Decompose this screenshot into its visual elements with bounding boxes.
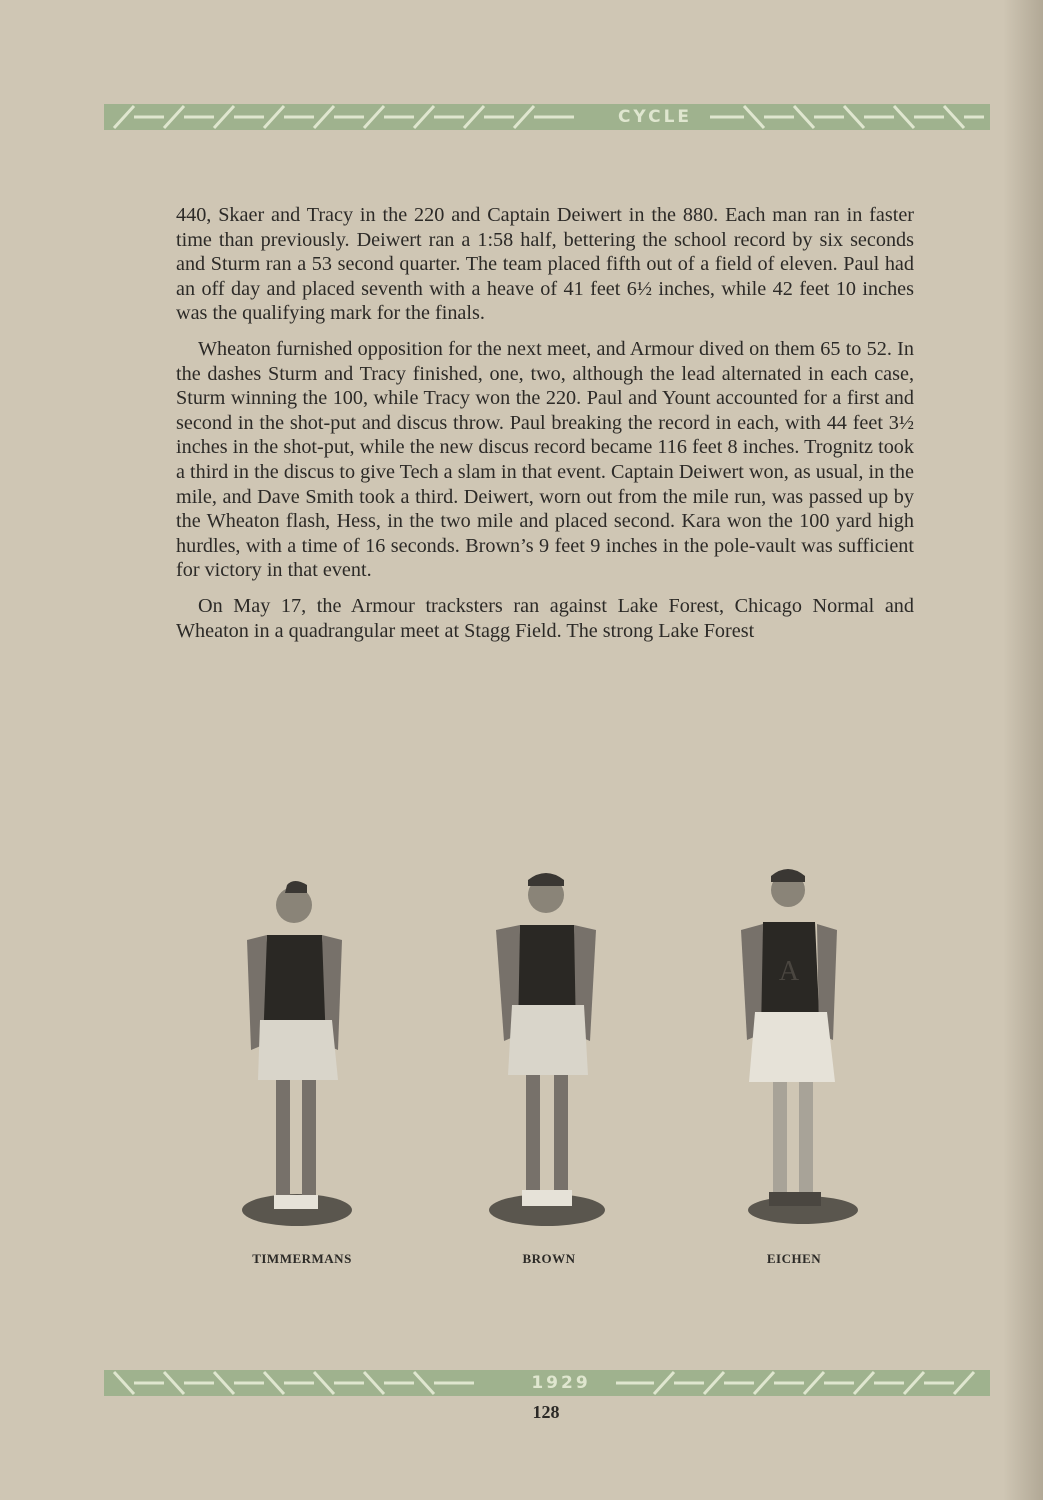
footer-banner — [104, 1370, 990, 1396]
page-number: 128 — [532, 1402, 560, 1422]
paragraph-3: On May 17, the Armour tracksters ran against Lake Forest, Chicago Normal and Wheaton in a quadrangular meet at Stagg Field. The strong Lake Forest — [176, 594, 914, 642]
athlete-photo-eichen — [733, 860, 863, 1240]
header-banner — [104, 104, 990, 130]
photo-caption-2: BROWN — [522, 1251, 576, 1266]
article-body — [176, 203, 914, 654]
header-banner-pattern — [104, 104, 990, 130]
paragraph-2: Wheaton furnished opposition for the next meet, and Armour dived on them 65 to 52. In the dashes Sturm and Tracy finished, one, two, although the lead alternated in each case, Sturm winning the 100, while Tracy won the 220. Paul and Yount accounted for a first and second in the shot-put and discus throw. Paul breaking the record in each, with 44 feet 3½ inches in the shot-put, while the new discus record became 116 feet 8 inches. Trognitz took a third in the discus to give Tech a slam in that event. Captain Deiwert won, as usual, in the mile, and Dave Smith took a third. Deiwert, worn out from the mile run, was passed up by the Wheaton flash, Hess, in the two mile and placed second. Kara won the 100 yard high hurdles, with a time of 16 seconds. Brown’s 9 feet 9 inches in the pole-vault was sufficient for victory in that event. — [176, 337, 914, 582]
athlete-photo-timmermans — [232, 860, 362, 1240]
photo-caption-1: TIMMERMANS — [252, 1251, 352, 1266]
athlete-photo-brown — [482, 860, 612, 1240]
paragraph-1: 440, Skaer and Tracy in the 220 and Captain Deiwert in the 880. Each man ran in faster time than previously. Deiwert ran a 1:58 half, bettering the school record by six seconds and Sturm ran a 53 second quarter. The team placed fifth out of a field of eleven. Paul had an off day and placed seventh with a heave of 41 feet 6½ inches, while 42 feet 10 inches was the qualifying mark for the finals. — [176, 204, 914, 325]
footer-year: 1929 — [506, 1370, 616, 1396]
header-title: CYCLE — [600, 104, 710, 130]
jersey-letter: A — [778, 956, 800, 987]
page-edge-shadow — [1003, 0, 1043, 1500]
photo-caption-3: EICHEN — [766, 1251, 822, 1266]
